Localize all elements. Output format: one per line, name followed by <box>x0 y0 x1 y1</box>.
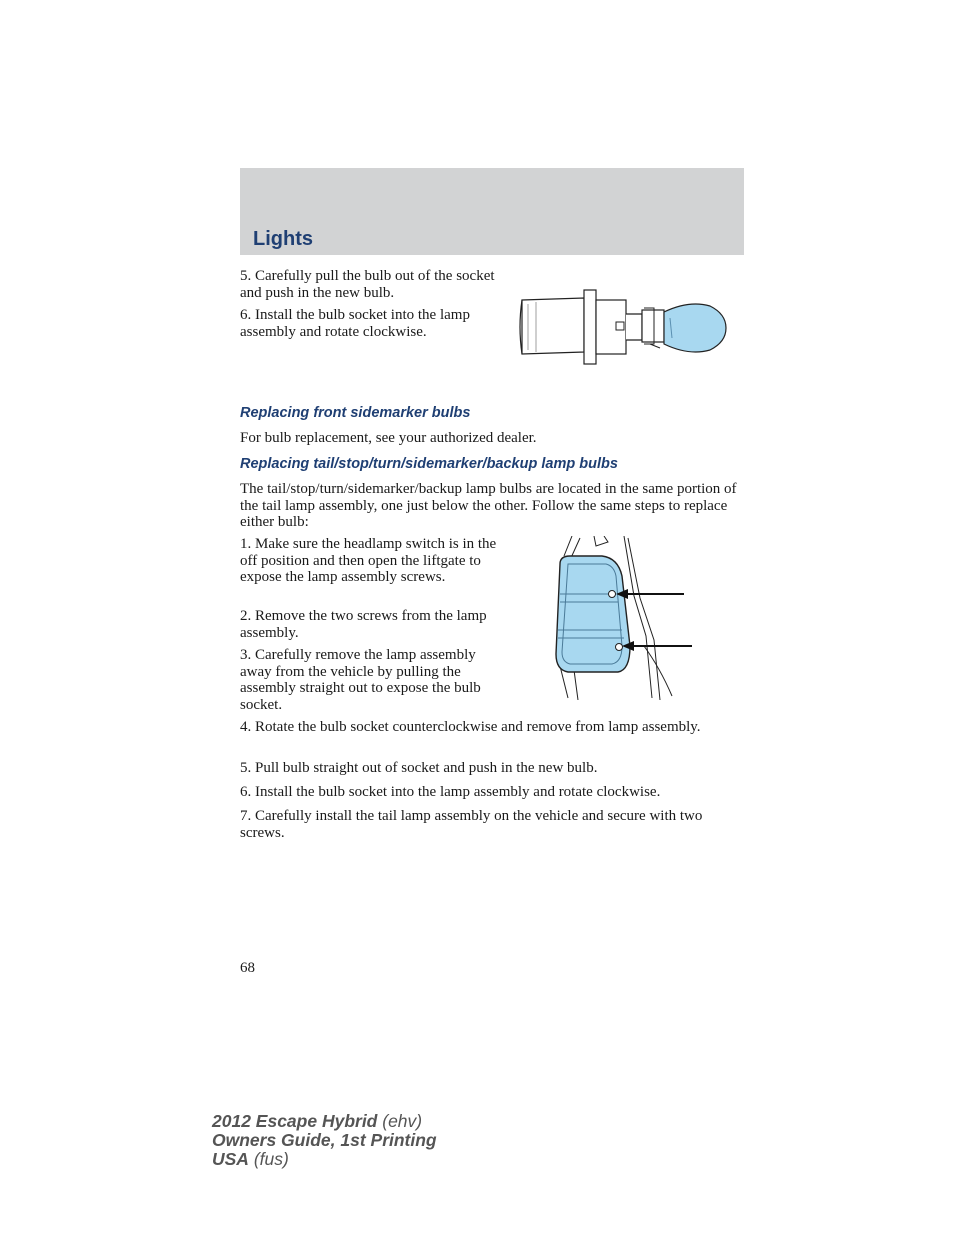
tail-step-5: 5. Pull bulb straight out of socket and push in the new bulb. <box>240 760 598 776</box>
footer <box>212 1112 437 1169</box>
tail-step-4: 4. Rotate the bulb socket counterclockwise and remove from lamp assembly. <box>240 719 701 735</box>
footer-region: USA <box>212 1149 249 1169</box>
tail-step-3: 3. Carefully remove the lamp assembly away from the vehicle by pulling the assembly straight out to expose the bulb socket. <box>240 647 481 713</box>
footer-region-line <box>212 1150 437 1169</box>
tail-lamp-intro: The tail/stop/turn/sidemarker/backup lamp bulbs are located in the same portion of the tail lamp assembly, one just below the other. Follow the same steps to replace either bulb: <box>240 481 737 530</box>
footer-region-code: (fus) <box>253 1149 289 1169</box>
tail-lamp-illustration <box>548 536 694 700</box>
step-5-top: 5. Carefully pull the bulb out of the socket and push in the new bulb. <box>240 268 495 301</box>
step-6-top: 6. Install the bulb socket into the lamp assembly and rotate clockwise. <box>240 307 470 340</box>
tail-step-1: 1. Make sure the headlamp switch is in the off position and then open the liftgate to expose the lamp assembly screws. <box>240 536 497 585</box>
footer-guide: Owners Guide, 1st Printing <box>212 1130 437 1150</box>
header-band <box>240 168 744 255</box>
section-title: Lights <box>253 228 313 250</box>
tail-lamp-heading: Replacing tail/stop/turn/sidemarker/backup lamp bulbs <box>240 456 618 472</box>
front-sidemarker-heading: Replacing front sidemarker bulbs <box>240 405 471 421</box>
tail-step-2: 2. Remove the two screws from the lamp assembly. <box>240 608 487 641</box>
tail-step-6: 6. Install the bulb socket into the lamp assembly and rotate clockwise. <box>240 784 661 800</box>
front-sidemarker-text: For bulb replacement, see your authorized dealer. <box>240 430 537 446</box>
footer-model-code: (ehv) <box>382 1111 423 1131</box>
page-number: 68 <box>240 960 255 976</box>
tail-step-7: 7. Carefully install the tail lamp assembly on the vehicle and secure with two screws. <box>240 808 703 841</box>
bulb-socket-illustration <box>514 286 728 366</box>
footer-model: 2012 Escape Hybrid <box>212 1111 378 1131</box>
footer-model-line <box>212 1112 437 1131</box>
